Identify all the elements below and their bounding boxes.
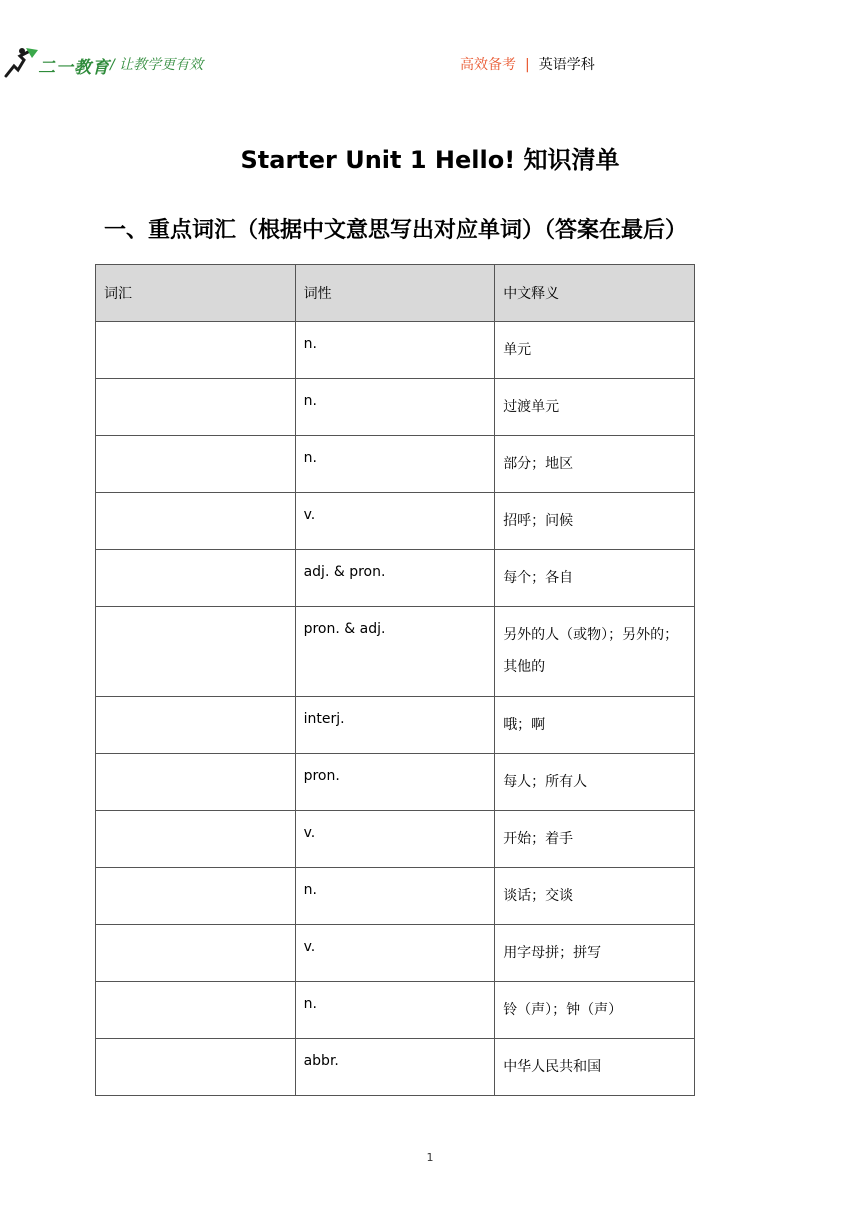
table-row xyxy=(96,811,695,868)
pos-cell: interj. xyxy=(295,697,495,754)
header-label-exam: 高效备考 xyxy=(460,57,516,73)
meaning-cell: 另外的人（或物）；另外的；其他的 xyxy=(495,607,695,697)
header-pos: 词性 xyxy=(295,265,495,322)
meaning-cell: 每个；各自 xyxy=(495,550,695,607)
table-row xyxy=(96,868,695,925)
meaning-cell: 铃（声）；钟（声） xyxy=(495,982,695,1039)
logo-text: 二一教育 xyxy=(38,58,110,78)
meaning-cell: 过渡单元 xyxy=(495,379,695,436)
table-row xyxy=(96,982,695,1039)
pos-cell: pron. & adj. xyxy=(295,607,495,697)
table-row xyxy=(96,550,695,607)
header-separator: | xyxy=(525,57,530,73)
page-title: Starter Unit 1 Hello! 知识清单 xyxy=(240,146,620,174)
word-cell[interactable] xyxy=(96,697,296,754)
pos-cell: n. xyxy=(295,436,495,493)
vocab-table xyxy=(95,264,695,1096)
section-heading: 一、重点词汇（根据中文意思写出对应单词）（答案在最后） xyxy=(104,218,688,243)
page-number: 1 xyxy=(426,1151,434,1164)
page-header xyxy=(0,0,860,90)
header-label-subject: 英语学科 xyxy=(538,57,595,73)
word-cell[interactable] xyxy=(96,982,296,1039)
slogan: / 让教学更有效 xyxy=(110,57,204,73)
word-cell[interactable] xyxy=(96,1039,296,1096)
table-row xyxy=(96,493,695,550)
meaning-cell: 单元 xyxy=(495,322,695,379)
pos-cell: n. xyxy=(295,868,495,925)
table-row xyxy=(96,436,695,493)
header-word: 词汇 xyxy=(96,265,296,322)
pos-cell: n. xyxy=(295,379,495,436)
table-header-row xyxy=(96,265,695,322)
pos-cell: abbr. xyxy=(295,1039,495,1096)
table-row xyxy=(96,379,695,436)
word-cell[interactable] xyxy=(96,322,296,379)
pos-cell: n. xyxy=(295,982,495,1039)
word-cell[interactable] xyxy=(96,436,296,493)
word-cell[interactable] xyxy=(96,811,296,868)
word-cell[interactable] xyxy=(96,868,296,925)
table-row xyxy=(96,607,695,697)
word-cell[interactable] xyxy=(96,379,296,436)
pos-cell: v. xyxy=(295,493,495,550)
word-cell[interactable] xyxy=(96,550,296,607)
meaning-cell: 部分；地区 xyxy=(495,436,695,493)
word-cell[interactable] xyxy=(96,607,296,697)
meaning-cell: 开始；着手 xyxy=(495,811,695,868)
table-row xyxy=(96,925,695,982)
pos-cell: v. xyxy=(295,811,495,868)
meaning-cell: 招呼；问候 xyxy=(495,493,695,550)
word-cell[interactable] xyxy=(96,754,296,811)
table-row xyxy=(96,322,695,379)
table-row xyxy=(96,1039,695,1096)
pos-cell: pron. xyxy=(295,754,495,811)
meaning-cell: 用字母拼；拼写 xyxy=(495,925,695,982)
header-subject xyxy=(460,54,595,74)
word-cell[interactable] xyxy=(96,925,296,982)
meaning-cell: 每人；所有人 xyxy=(495,754,695,811)
pos-cell: adj. & pron. xyxy=(295,550,495,607)
table-row xyxy=(96,697,695,754)
meaning-cell: 哦；啊 xyxy=(495,697,695,754)
pos-cell: v. xyxy=(295,925,495,982)
header-meaning: 中文释义 xyxy=(495,265,695,322)
meaning-cell: 谈话；交谈 xyxy=(495,868,695,925)
pos-cell: n. xyxy=(295,322,495,379)
meaning-cell: 中华人民共和国 xyxy=(495,1039,695,1096)
table-row xyxy=(96,754,695,811)
word-cell[interactable] xyxy=(96,493,296,550)
